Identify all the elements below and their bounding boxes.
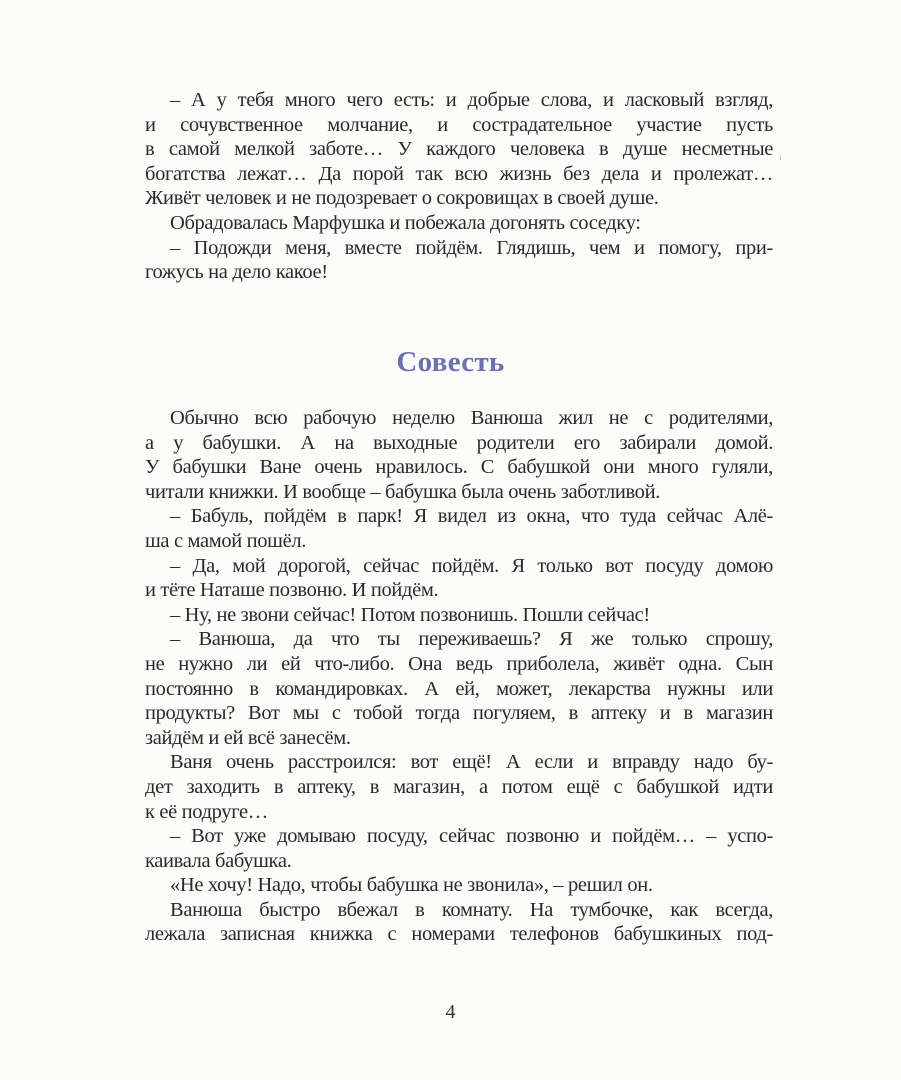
text-line: и тёте Наташе позвоню. И пойдём. bbox=[145, 579, 439, 602]
text-line: постоянно в командировках. А ей, может, лекарства нужны или bbox=[145, 677, 773, 700]
section-title: Совесть bbox=[396, 346, 505, 378]
text-line: – Ну, не звони сейчас! Потом позвонишь. Пошли сейчас! bbox=[170, 603, 650, 626]
text-line: не нужно ли ей что-либо. Она ведь приболела, живёт одна. Сын bbox=[145, 652, 773, 675]
text-line: У бабушки Ване очень нравилось. С бабушкой они много гуляли, bbox=[145, 456, 773, 479]
text-line: читали книжки. И вообще – бабушка была очень заботливой. bbox=[145, 480, 660, 503]
text-line: Ванюша быстро вбежал в комнату. На тумбочке, как всегда, bbox=[170, 898, 773, 921]
text-line: «Не хочу! Надо, чтобы бабушка не звонила», – решил он. bbox=[170, 874, 653, 897]
text-line: – Подожди меня, вместе пойдём. Глядишь, чем и помогу, при- bbox=[170, 236, 773, 259]
text-line: Обычно всю рабочую неделю Ванюша жил не с родителями, bbox=[170, 407, 773, 429]
text-line: – Бабуль, пойдём в парк! Я видел из окна, что туда сейчас Алё- bbox=[170, 505, 773, 528]
text-line: зайдём и ей всё занесём. bbox=[145, 726, 351, 749]
page-number: 4 bbox=[445, 1001, 456, 1023]
text-line: Живёт человек и не подозревает о сокровищах в своей душе. bbox=[145, 187, 659, 210]
text-line: Ваня очень расстроился: вот ещё! А если и вправду надо бу- bbox=[170, 751, 773, 774]
text-line: – Ванюша, да что ты переживаешь? Я же только спрошу, bbox=[170, 628, 773, 651]
print-speck bbox=[780, 155, 781, 160]
story-text-sovest bbox=[145, 406, 773, 947]
text-line: а у бабушки. А на выходные родители его забирали домой. bbox=[145, 431, 773, 454]
text-line: к её подруге… bbox=[145, 800, 268, 823]
text-line: богатства лежат… Да порой так всю жизнь без дела и пролежат… bbox=[145, 162, 773, 185]
text-line: ша с мамой пошёл. bbox=[145, 529, 306, 552]
text-line: – А у тебя много чего есть: и добрые слова, и ласковый взгляд, bbox=[170, 89, 773, 111]
text-line: – Да, мой дорогой, сейчас пойдём. Я только вот посуду домою bbox=[170, 554, 773, 577]
text-line: и сочувственное молчание, и сострадательное участие пусть bbox=[145, 113, 773, 136]
text-line: лежала записная книжка с номерами телефонов бабушкиных под- bbox=[145, 923, 773, 946]
text-line: в самой мелкой заботе… У каждого человека в душе несметные bbox=[145, 138, 773, 161]
text-line: каивала бабушка. bbox=[145, 849, 292, 872]
text-line: продукты? Вот мы с тобой тогда погуляем, в аптеку и в магазин bbox=[145, 702, 773, 725]
text-line: – Вот уже домываю посуду, сейчас позвоню и пойдём… – успо- bbox=[170, 825, 773, 848]
text-line: Обрадовалась Марфушка и побежала догонять соседку: bbox=[170, 211, 641, 234]
text-line: гожусь на дело какое! bbox=[145, 261, 328, 284]
previous-story-ending bbox=[145, 88, 773, 285]
text-line: дет заходить в аптеку, в магазин, а потом ещё с бабушкой идти bbox=[145, 775, 773, 798]
